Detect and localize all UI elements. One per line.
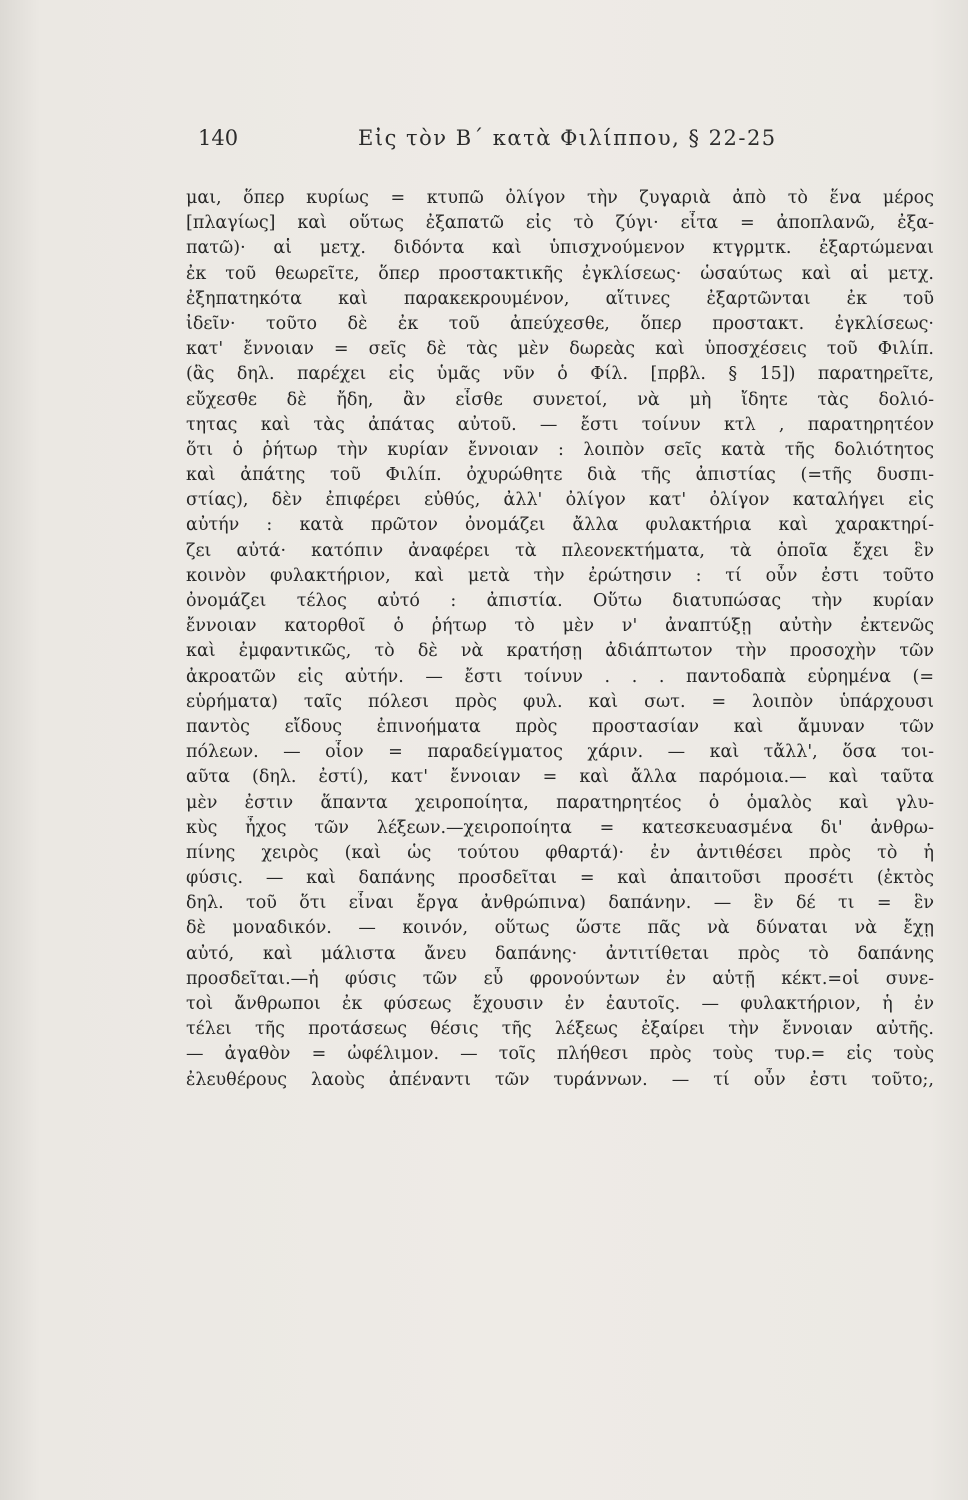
text-line: πατῶ)· αἱ μετχ. διδόντα καὶ ὑπισχνούμενον κτγρμτκ. ἐξαρτώμεναι	[186, 238, 934, 259]
text-line: (ἃς δηλ. παρέχει εἰς ὑμᾶς νῦν ὁ Φίλ. [πρβλ. § 15]) παρατηρεῖτε,	[186, 364, 934, 385]
text-line: κὺς ἦχος τῶν λέξεων.—χειροποίητα = κατεσκευασμένα δι' ἀνθρω-	[186, 817, 934, 838]
text-line: ἰδεῖν· τοῦτο δὲ ἐκ τοῦ ἀπεύχεσθε, ὅπερ προστακτ. ἐγκλίσεως·	[186, 313, 934, 334]
text-line: στίας), δὲν ἐπιφέρει εὐθύς, ἀλλ' ὀλίγον κατ' ὀλίγον καταλήγει εἰς	[186, 490, 934, 511]
text-line: καὶ ἐμφαντικῶς, τὸ δὲ νὰ κρατήσῃ ἀδιάπτωτον τὴν προσοχὴν τῶν	[186, 641, 934, 662]
text-line: καὶ ἀπάτης τοῦ Φιλίπ. ὀχυρώθητε διὰ τῆς ἀπιστίας (=τῆς δυσπι-	[186, 465, 934, 486]
text-line: εὑρήματα) ταῖς πόλεσι πρὸς φυλ. καὶ σωτ. = λοιπὸν ὑπάρχουσι	[186, 691, 934, 712]
text-line: ζει αὐτά· κατόπιν ἀναφέρει τὰ πλεονεκτήματα, τὰ ὁποῖα ἔχει ἓν	[186, 540, 934, 561]
text-line: προσδεῖται.—ἡ φύσις τῶν εὖ φρονούντων ἐν αὑτῇ κέκτ.=οἱ συνε-	[186, 968, 934, 989]
text-line: κατ' ἔννοιαν = σεῖς δὲ τὰς μὲν δωρεὰς καὶ ὑποσχέσεις τοῦ Φιλίπ.	[186, 339, 934, 360]
text-line: ἐκ τοῦ θεωρεῖτε, ὅπερ προστακτικῆς ἐγκλίσεως· ὡσαύτως καὶ αἱ μετχ.	[186, 263, 934, 284]
text-line: δηλ. τοῦ ὅτι εἶναι ἔργα ἀνθρώπινα) δαπάνην. — ἓν δέ τι = ἓν	[186, 893, 934, 914]
text-line: [πλαγίως] καὶ οὕτως ἐξαπατῶ εἰς τὸ ζύγι· εἶτα = ἀποπλανῶ, ἐξα-	[186, 213, 934, 234]
page-header	[198, 126, 938, 166]
text-line: ἔννοιαν κατορθοῖ ὁ ῥήτωρ τὸ μὲν ν' ἀναπτύξῃ αὐτὴν ἐκτενῶς	[186, 616, 934, 637]
text-line: αὐτό, καὶ μάλιστα ἄνευ δαπάνης· ἀντιτίθεται πρὸς τὸ δαπάνης	[186, 943, 934, 964]
text-line: εὔχεσθε δὲ ἤδη, ἂν εἶσθε συνετοί, νὰ μὴ ἴδητε τὰς δολιό-	[186, 389, 934, 410]
text-line: αῦτα (δηλ. ἐστί), κατ' ἔννοιαν = καὶ ἄλλα παρόμοια.— καὶ ταῦτα	[186, 767, 934, 788]
text-line: ἐξηπατηκότα καὶ παρακεκρουμένον, αἵτινες ἐξαρτῶνται ἐκ τοῦ	[186, 288, 934, 309]
text-line: πίνης χειρὸς (καὶ ὡς τούτου φθαρτά)· ἐν ἀντιθέσει πρὸς τὸ ἡ	[186, 842, 934, 863]
text-line: ἀκροατῶν εἰς αὐτήν. — ἔστι τοίνυν . . . παντοδαπὰ εὑρημένα (=	[186, 666, 934, 687]
text-line: πόλεων. — οἷον = παραδείγματος χάριν. — καὶ τἄλλ', ὅσα τοι-	[186, 742, 934, 763]
text-line: τέλει τῆς προτάσεως θέσις τῆς λέξεως ἐξαίρει τὴν ἔννοιαν αὐτῆς.	[186, 1019, 934, 1040]
text-line: ὀνομάζει τέλος αὐτό : ἀπιστία. Οὕτω διατυπώσας τὴν κυρίαν	[186, 591, 934, 611]
text-line: φύσις. — καὶ δαπάνης προσδεῖται = καὶ ἀπαιτοῦσι προσέτι (ἐκτὸς	[186, 868, 934, 889]
body-text	[186, 186, 934, 1093]
text-line: τητας καὶ τὰς ἀπάτας αὐτοῦ. — ἔστι τοίνυν κτλ , παρατηρητέον	[186, 414, 934, 435]
text-line: κοινὸν φυλακτήριον, καὶ μετὰ τὴν ἐρώτησιν : τί οὖν ἐστι τοῦτο	[186, 565, 934, 586]
text-line: — ἀγαθὸν = ὠφέλιμον. — τοῖς πλήθεσι πρὸς τοὺς τυρ.= εἰς τοὺς	[186, 1044, 934, 1065]
text-line: ἐλευθέρους λαοὺς ἀπέναντι τῶν τυράννων. — τί οὖν ἐστι τοῦτο;,	[186, 1069, 934, 1090]
text-line: ὅτι ὁ ῥήτωρ τὴν κυρίαν ἔννοιαν : λοιπὸν σεῖς κατὰ τῆς δολιότητος	[186, 439, 934, 460]
text-line: τοὶ ἄνθρωποι ἐκ φύσεως ἔχουσιν ἐν ἑαυτοῖς. — φυλακτήριον, ἡ ἐν	[186, 994, 934, 1014]
text-line: παντὸς εἴδους ἐπινοήματα πρὸς προστασίαν καὶ ἄμυναν τῶν	[186, 716, 934, 737]
running-title: Εἰς τὸν Β΄ κατὰ Φιλίππου, § 22-25	[358, 126, 777, 150]
text-line: μὲν ἐστιν ἅπαντα χειροποίητα, παρατηρητέος ὁ ὁμαλὸς καὶ γλυ-	[186, 792, 934, 813]
text-line: μαι, ὅπερ κυρίως = κτυπῶ ὀλίγον τὴν ζυγαριὰ ἀπὸ τὸ ἕνα μέρος	[186, 188, 934, 208]
text-line: αὐτήν : κατὰ πρῶτον ὀνομάζει ἄλλα φυλακτήρια καὶ χαρακτηρί-	[186, 515, 934, 536]
page-number: 140	[198, 126, 239, 150]
text-line: δὲ μοναδικόν. — κοινόν, οὕτως ὥστε πᾶς νὰ δύναται νὰ ἔχῃ	[186, 918, 934, 939]
